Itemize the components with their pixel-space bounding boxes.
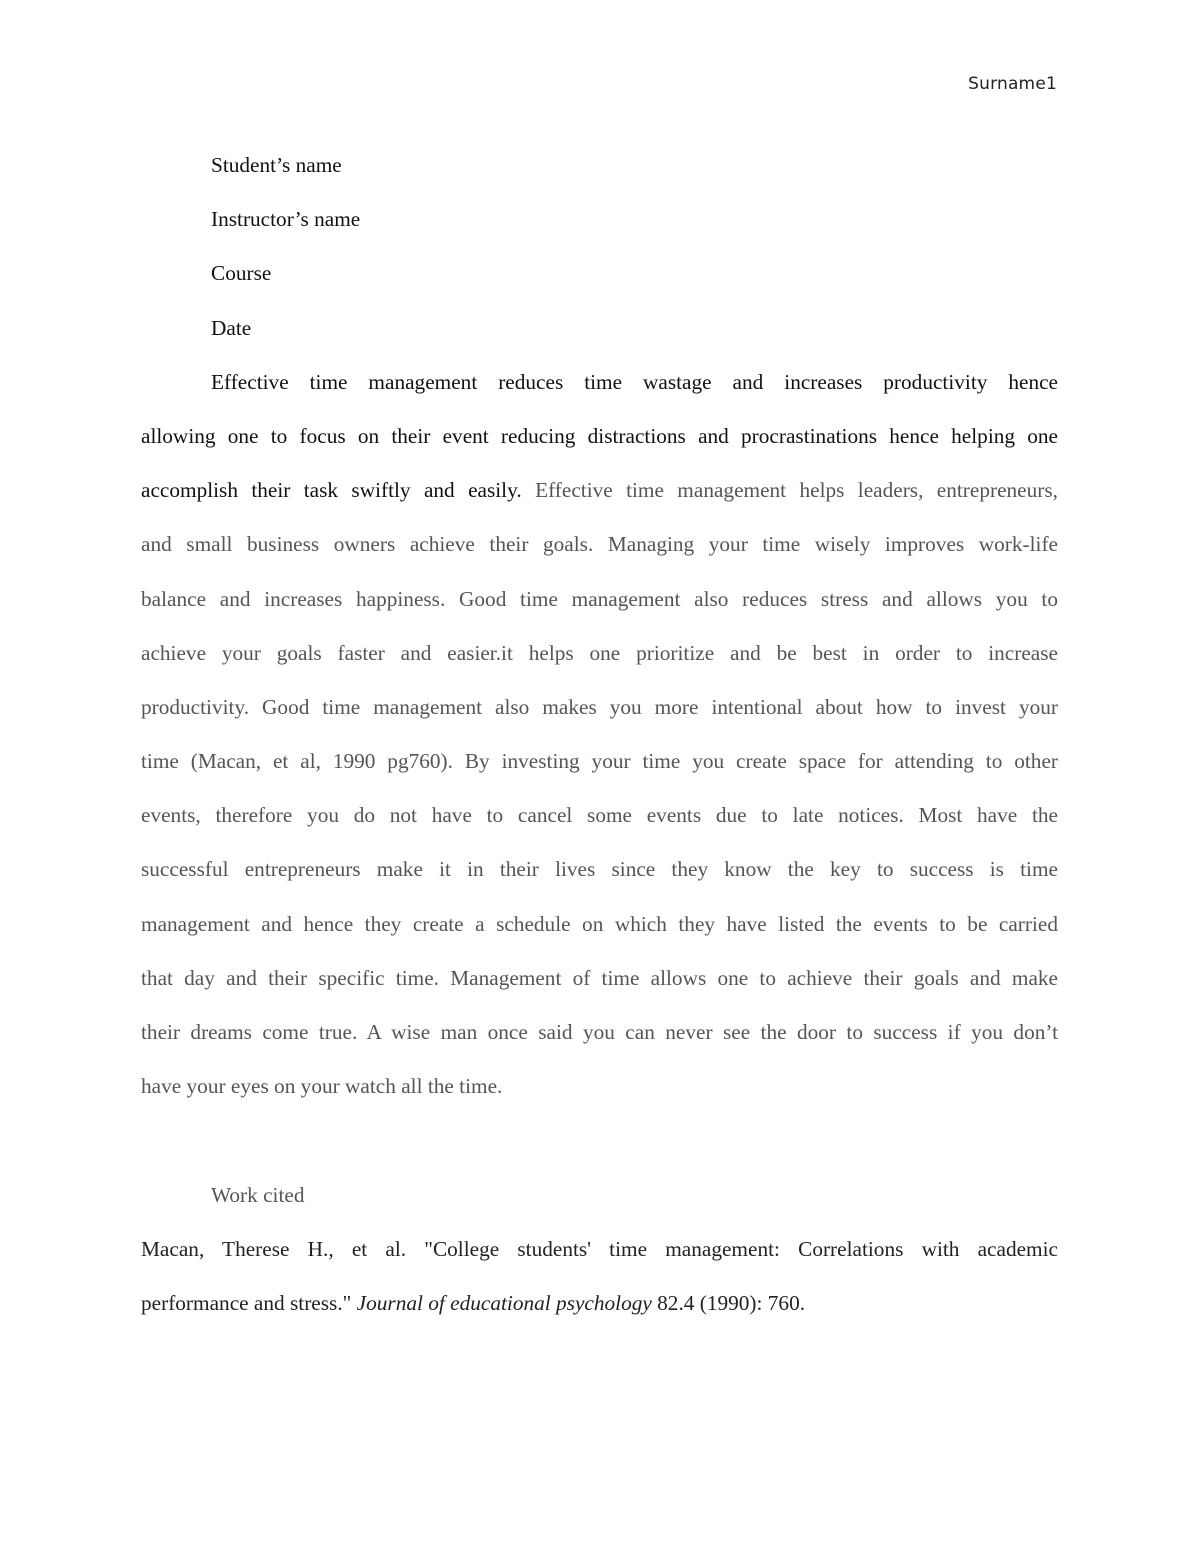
paragraph-line-5: balance and increases happiness. Good time management also reduces stress and allows you to (141, 586, 1058, 611)
paragraph-line-8: time (Macan, et al, 1990 pg760). By investing your time you create space for attending to other (141, 749, 1058, 774)
citation-line-2 (141, 1276, 1058, 1330)
paragraph-line-4: and small business owners achieve their goals. Managing your time wisely improves work-life (141, 532, 1058, 557)
paragraph-line-2: allowing one to focus on their event reducing distractions and procrastinations hence helping one (141, 423, 1058, 448)
course-line: Course (211, 261, 272, 286)
paragraph-line-6: achieve your goals faster and easier.it helps one prioritize and be best in order to increase (141, 640, 1058, 665)
paragraph-line-7: productivity. Good time management also makes you more intentional about how to invest your (141, 694, 1058, 719)
student-name-line: Student’s name (211, 153, 342, 177)
document-body (141, 138, 1058, 1330)
paragraph-line-13: their dreams come true. A wise man once said you can never see the door to success if you don’t (141, 1020, 1058, 1044)
paragraph-line-10: successful entrepreneurs make it in their lives since they know the key to success is time (141, 857, 1058, 882)
page-header-surname: Surname1 (968, 74, 1057, 94)
works-cited-title: Work cited (211, 1182, 305, 1207)
paragraph-line-3-gray-text: Effective time management helps leaders, entrepreneurs, (535, 478, 1058, 503)
date-line: Date (211, 315, 252, 340)
instructor-name-line: Instructor’s name (211, 207, 361, 232)
citation-text-after-journal: 82.4 (1990): 760. (657, 1290, 806, 1315)
citation-journal-title: Journal of educational psychology (356, 1290, 652, 1315)
paragraph-line-1: Effective time management reduces time wastage and increases productivity hence (211, 369, 1058, 394)
citation-line-1: Macan, Therese H., et al. "College students' time management: Correlations with academic (141, 1236, 1058, 1261)
paragraph-line-3-black-text: accomplish their task swiftly and easily. (141, 478, 522, 503)
paragraph-line-11: management and hence they create a schedule on which they have listed the events to be carried (141, 911, 1058, 936)
paragraph-line-9: events, therefore you do not have to cancel some events due to late notices. Most have the (141, 803, 1058, 828)
citation-text-before-journal: performance and stress." (141, 1290, 352, 1315)
paragraph-line-12: that day and their specific time. Management of time allows one to achieve their goals and make (141, 965, 1058, 990)
paragraph-line-3 (141, 463, 1058, 517)
paragraph-line-14: have your eyes on your watch all the time. (141, 1074, 503, 1099)
paragraph-spacer (141, 1113, 1058, 1167)
